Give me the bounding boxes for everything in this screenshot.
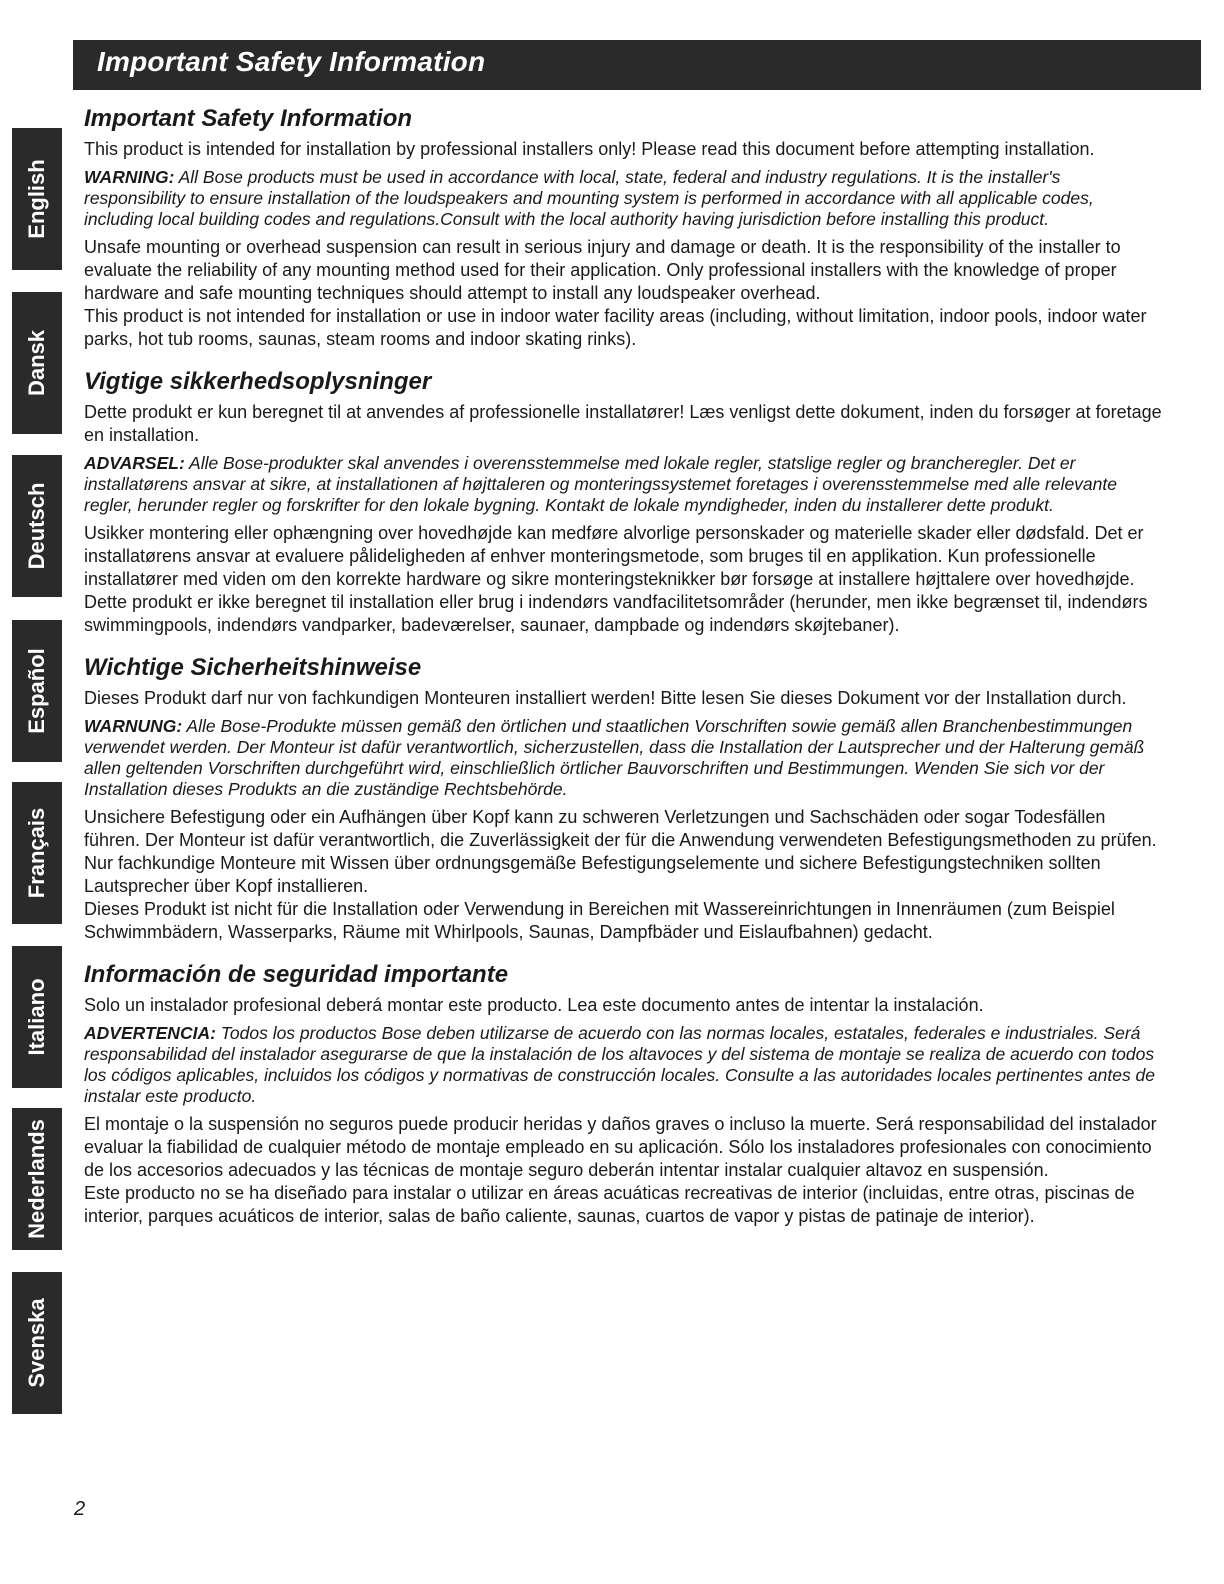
intro-paragraph: Solo un instalador profesional deberá montar este producto. Lea este documento antes de intentar la instalación. (84, 995, 984, 1015)
tab-deutsch[interactable] (12, 455, 62, 597)
tab-label: Nederlands (24, 1119, 49, 1239)
tab-label: Svenska (24, 1298, 49, 1388)
mounting-paragraph: El montaje o la suspensión no seguros puede producir heridas y daños graves o incluso la muerte. Será responsabilidad del instalador evaluar la fiabilidad de cualquier método de montaje empleado en su aplicación. Sólo los instaladores profesionales con conocimiento de los accesorios adecuados y las técnicas de montaje seguro deberán intentar instalar cualquier altavoz en suspensión. (84, 1114, 1157, 1180)
section-espanol (82, 960, 1162, 1228)
tab-label: Dansk (24, 329, 49, 397)
tab-svenska[interactable] (12, 1272, 62, 1414)
warning-label: WARNUNG: (84, 716, 183, 736)
content (82, 104, 1162, 1244)
intro-paragraph: Dette produkt er kun beregnet til at anvendes af professionelle installatører! Læs venligst dette dokument, inden du forsøger at foretage en installation. (84, 402, 1162, 445)
tab-italiano[interactable] (12, 946, 62, 1088)
water-paragraph: Dette produkt er ikke beregnet til installation eller brug i indendørs vandfacilitetsområder (herunder, men ikke begrænset til, indendørs swimmingpools, indendørs vandparker, badeværelser, saunaer, dampbade og indendørs skøjtebaner). (84, 592, 1148, 635)
header-bar (73, 40, 1201, 90)
water-paragraph: This product is not intended for installation or use in indoor water facility areas (including, without limitation, indoor pools, indoor water parks, hot tub rooms, saunas, steam rooms and indoor skating rinks). (84, 306, 1147, 349)
tab-label: English (24, 159, 49, 239)
section-title: Important Safety Information (84, 105, 413, 132)
warning-label: WARNING: (84, 167, 175, 187)
tab-label: Español (24, 648, 49, 734)
section-dansk (82, 367, 1162, 637)
tab-dansk[interactable] (12, 292, 62, 434)
tab-nederlands[interactable] (12, 1108, 62, 1250)
water-paragraph: Dieses Produkt ist nicht für die Installation oder Verwendung in Bereichen mit Wassereinrichtungen in Innenräumen (zum Beispiel Schwimmbädern, Wasserparks, Räume mit Whirlpools, Saunas, Dampfbäder und Eislaufbahnen) gedacht. (84, 899, 1115, 942)
warning-paragraph (84, 167, 1162, 230)
warning-text: All Bose products must be used in accordance with local, state, federal and industry regulations. It is the installer's responsibility to ensure installation of the loudspeakers and mounting system is performed in accordance with all applicable codes, including local building codes and regulations.Consult with the local authority having jurisdiction before installing this product. (84, 167, 1094, 229)
section-deutsch (82, 653, 1162, 944)
warning-label: ADVARSEL: (84, 453, 185, 473)
warning-text: Alle Bose-Produkte müssen gemäß den örtlichen und staatlichen Vorschriften sowie gemäß allen Branchenbestimmungen verwendet werden. Der Monteur ist dafür verantwortlich, sicherzustellen, dass die Installation der Lautsprecher und der Halterung gemäß allen geltenden Vorschriften durchgeführt wird, einschließlich örtlicher Bauvorschriften und Bestimmungen. Wenden Sie sich vor der Installation dieses Produkts an die zuständige Rechtsbehörde. (84, 716, 1145, 799)
page-number: 2 (74, 1498, 86, 1520)
tab-english[interactable] (12, 128, 62, 270)
warning-paragraph (84, 716, 1162, 800)
mounting-paragraph: Usikker montering eller ophængning over hovedhøjde kan medføre alvorlige personskader og materielle skader eller dødsfald. Det er installatørens ansvar at evaluere pålideligheden af enhver monteringsmetode, som bruges til en applikation. Kun professionelle installatører med viden om den korrekte hardware og sikre monteringsteknikker bør forsøge at installere højttalere over hovedhøjde. (84, 523, 1144, 589)
warning-label: ADVERTENCIA: (84, 1023, 216, 1043)
tab-label: Deutsch (24, 482, 49, 570)
warning-text: Alle Bose-produkter skal anvendes i overensstemmelse med lokale regler, statslige regler og brancheregler. Det er installatørens ansvar at sikre, at installationen af højttaleren og monteringssystemet foretages i overensstemmelse med alle relevante regler, herunder regler og forskrifter for den lokale bygning. Kontakt de lokale myndigheder, inden du installerer dette produkt. (84, 453, 1117, 515)
water-paragraph: Este producto no se ha diseñado para instalar o utilizar en áreas acuáticas recreativas de interior (incluidas, entre otras, piscinas de interior, parques acuáticos de interior, salas de baño caliente, saunas, cuartos de vapor y pistas de patinaje de interior). (84, 1183, 1135, 1226)
section-title: Wichtige Sicherheitshinweise (84, 654, 422, 681)
tab-label: Français (24, 807, 49, 899)
header-title: Important Safety Information (97, 46, 486, 77)
tab-francais[interactable] (12, 782, 62, 924)
section-title: Información de seguridad importante (84, 961, 509, 988)
section-english (82, 104, 1162, 351)
mounting-paragraph: Unsafe mounting or overhead suspension can result in serious injury and damage or death. It is the responsibility of the installer to evaluate the reliability of any mounting method used for their application. Only professional installers with the knowledge of proper hardware and safe mounting techniques should attempt to install any loudspeaker overhead. (84, 237, 1121, 303)
intro-paragraph: Dieses Produkt darf nur von fachkundigen Monteuren installiert werden! Bitte lesen Sie dieses Dokument vor der Installation durch. (84, 688, 1127, 708)
tab-espanol[interactable] (12, 620, 62, 762)
tab-label: Italiano (24, 978, 49, 1056)
section-title: Vigtige sikkerhedsoplysninger (84, 368, 432, 395)
warning-paragraph (84, 1023, 1162, 1107)
intro-paragraph: This product is intended for installation by professional installers only! Please read this document before attempting installation. (84, 139, 1095, 159)
warning-text: Todos los productos Bose deben utilizarse de acuerdo con las normas locales, estatales, federales e industriales. Será responsabilidad del instalador asegurarse de que la instalación de los altavoces y del sistema de montaje se realiza de acuerdo con todos los códigos aplicables, incluidos los códigos y normativas de construcción locales. Consulte a las autoridades locales pertinentes antes de instalar este producto. (84, 1023, 1156, 1106)
warning-paragraph (84, 453, 1162, 516)
language-tabs (12, 0, 62, 1584)
mounting-paragraph: Unsichere Befestigung oder ein Aufhängen über Kopf kann zu schweren Verletzungen und Sachschäden oder sogar Todesfällen führen. Der Monteur ist dafür verantwortlich, die Zuverlässigkeit der für die Anwendung verwendeten Befestigungsmethoden zu prüfen. Nur fachkundige Monteure mit Wissen über ordnungsgemäße Befestigungselemente und sichere Befestigungstechniken sollten Lautsprecher über Kopf installieren. (84, 807, 1157, 896)
